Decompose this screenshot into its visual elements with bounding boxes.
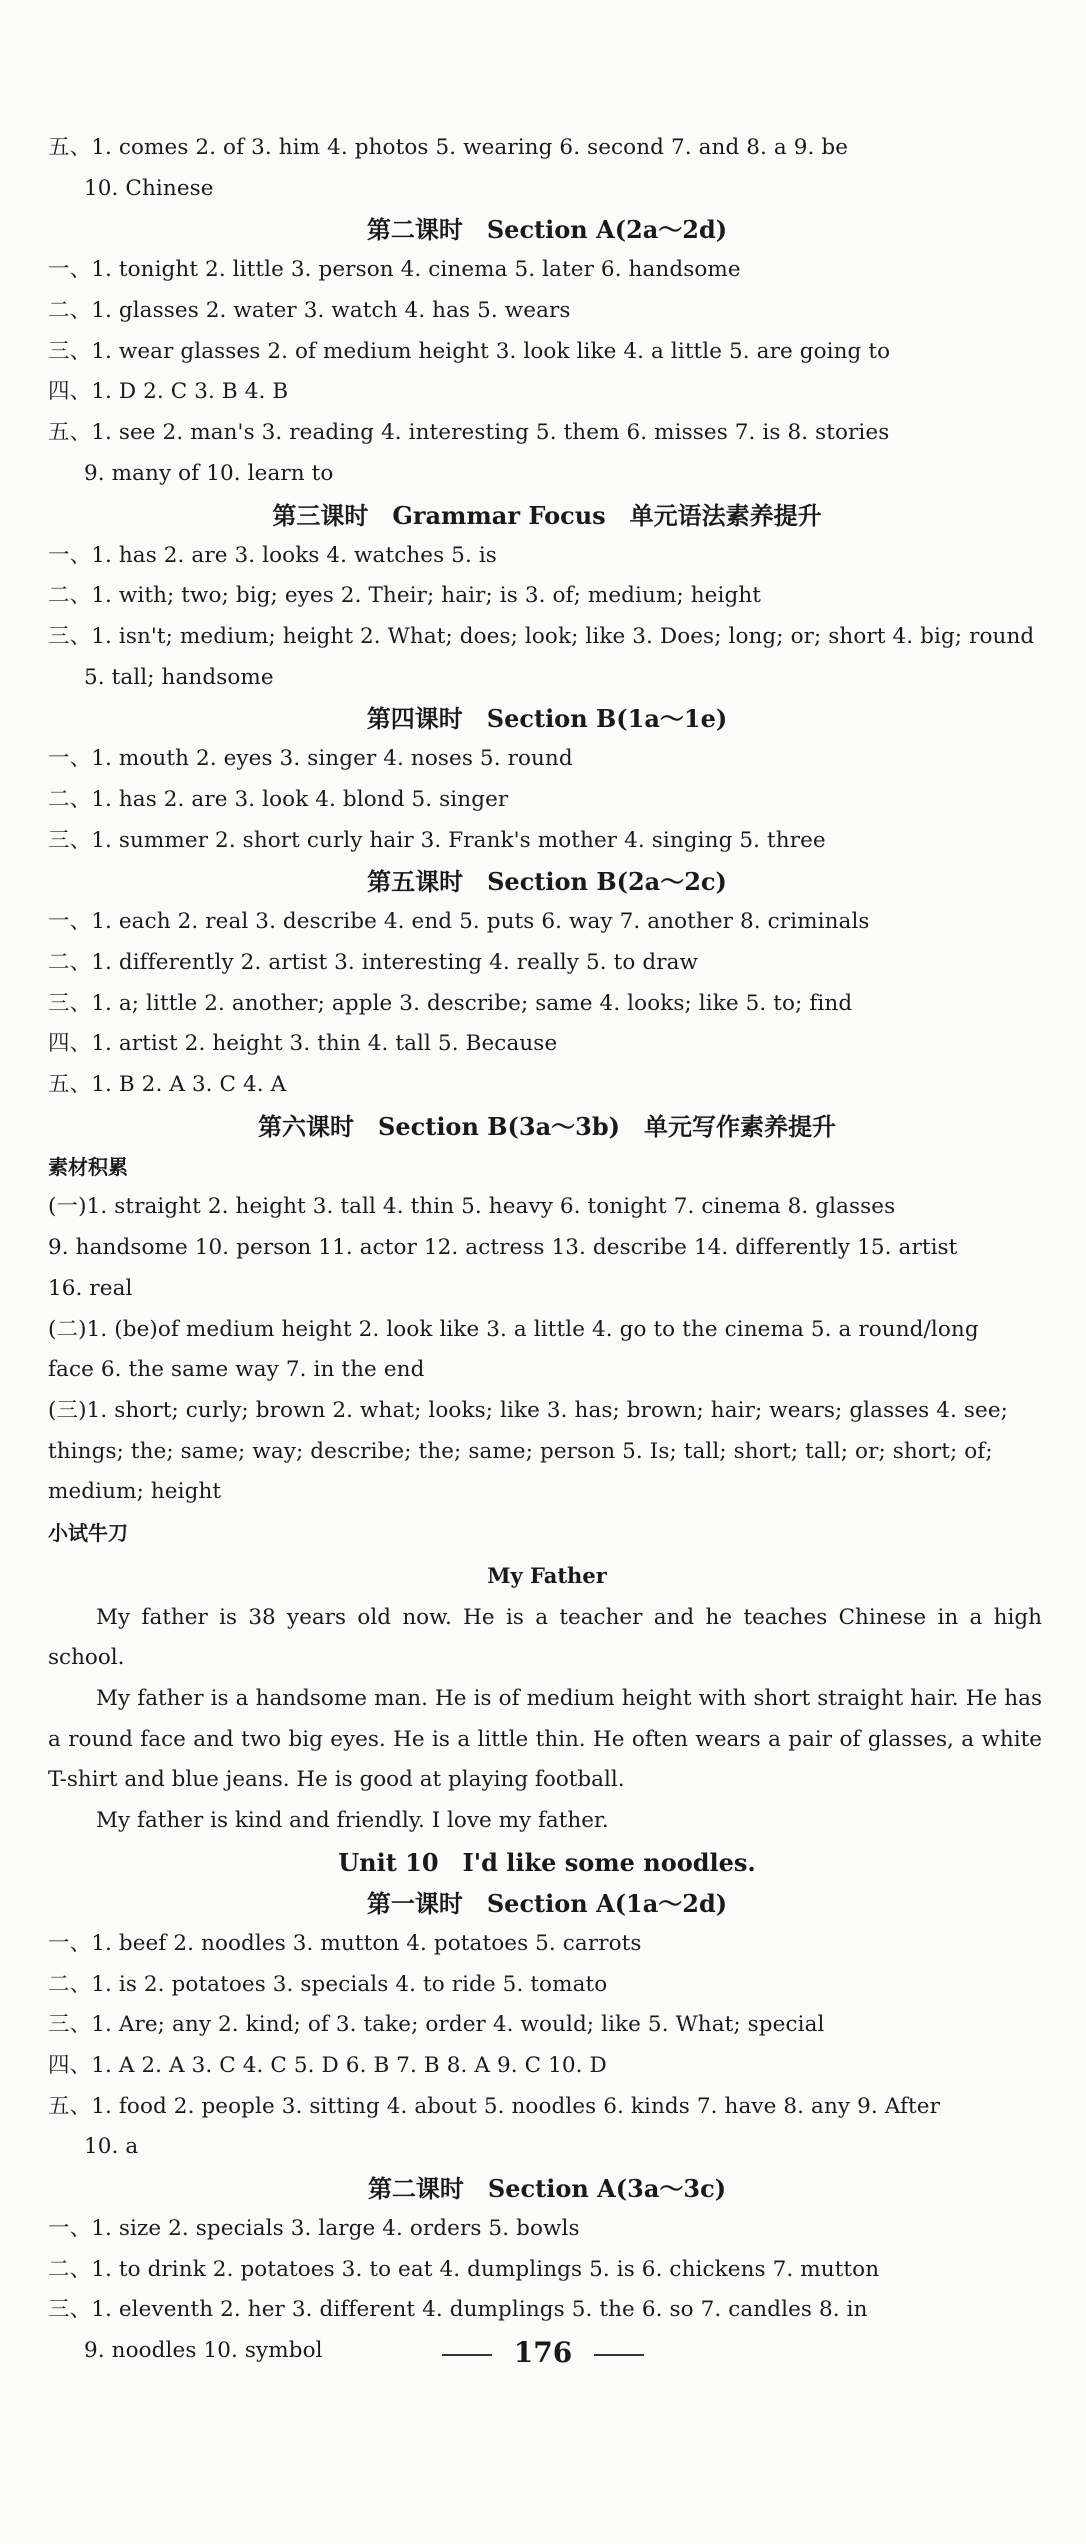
page-number-right-rule [594, 2354, 644, 2356]
essay-paragraph: My father is 38 years old now. He is a teacher and he teaches Chinese in a high school. [48, 1604, 1042, 1671]
answer-line: 三、1. a; little 2. another; apple 3. describe; same 4. looks; like 5. to; find [48, 990, 853, 1016]
lesson-heading: 第一课时 Section A(1a～2d) [366, 1888, 728, 1918]
answer-line: things; the; same; way; describe; the; same; person 5. Is; tall; short; tall; or; short; of; [48, 1438, 993, 1464]
section-subheading: 素材积累 [48, 1154, 128, 1179]
answer-line: medium; height [48, 1479, 222, 1505]
answer-line: 一、1. size 2. specials 3. large 4. orders 5. bowls [48, 2215, 580, 2241]
page-number [0, 2336, 1086, 2369]
answer-line: 9. noodles 10. symbol [84, 2338, 323, 2364]
answer-line: 五、1. see 2. man's 3. reading 4. interesting 5. them 6. misses 7. is 8. stories [48, 420, 890, 446]
answer-line: 10. a [84, 2134, 139, 2160]
answer-line: 四、1. D 2. C 3. B 4. B [48, 379, 289, 405]
lesson-heading: 第四课时 Section B(1a～1e) [366, 704, 728, 734]
lesson-heading: 第二课时 Section A(3a～3c) [367, 2173, 727, 2203]
answer-line: 一、1. tonight 2. little 3. person 4. cinema 5. later 6. handsome [48, 257, 741, 283]
answer-line: 五、1. comes 2. of 3. him 4. photos 5. wearing 6. second 7. and 8. a 9. be [48, 135, 849, 160]
answer-line: 三、1. summer 2. short curly hair 3. Frank's mother 4. singing 5. three [48, 827, 826, 853]
answer-line: 三、1. isn't; medium; height 2. What; does; look; like 3. Does; long; or; short 4. big; round [48, 623, 1035, 649]
answer-line: (一)1. straight 2. height 3. tall 4. thin 5. heavy 6. tonight 7. cinema 8. glasses [48, 1194, 896, 1220]
answer-line: 四、1. A 2. A 3. C 4. C 5. D 6. B 7. B 8. A 9. C 10. D [48, 2052, 607, 2078]
answer-line: 二、1. differently 2. artist 3. interesting 4. really 5. to draw [48, 950, 698, 975]
answer-line: 二、1. to drink 2. potatoes 3. to eat 4. dumplings 5. is 6. chickens 7. mutton [48, 2256, 880, 2282]
answer-line: (三)1. short; curly; brown 2. what; looks; like 3. has; brown; hair; wears; glasses 4. see; [48, 1397, 1009, 1423]
answer-line: 9. handsome 10. person 11. actor 12. actress 13. describe 14. differently 15. artist [48, 1235, 958, 1261]
page-number-value: 176 [513, 2336, 573, 2369]
answer-line: 5. tall; handsome [84, 664, 274, 690]
answer-line: 二、1. is 2. potatoes 3. specials 4. to ride 5. tomato [48, 1971, 608, 1997]
answer-line: face 6. the same way 7. in the end [48, 1357, 425, 1383]
page-number-left-rule [442, 2354, 492, 2356]
answer-line: (二)1. (be)of medium height 2. look like 3. a little 4. go to the cinema 5. a round/long [48, 1316, 979, 1342]
answer-line: 五、1. B 2. A 3. C 4. A [48, 1072, 287, 1098]
answer-line: 三、1. wear glasses 2. of medium height 3. look like 4. a little 5. are going to [48, 338, 891, 364]
lesson-heading: 第三课时 Grammar Focus 单元语法素养提升 [272, 500, 822, 530]
lesson-heading: 第二课时 Section A(2a～2d) [366, 215, 728, 245]
answer-line: 二、1. with; two; big; eyes 2. Their; hair; is 3. of; medium; height [48, 583, 762, 609]
answer-line: 三、1. Are; any 2. kind; of 3. take; order 4. would; like 5. What; special [48, 2012, 825, 2038]
essay-paragraph: My father is a handsome man. He is of medium height with short straight hair. He has a round face and two big eyes. He is a little thin. He often wears a pair of glasses, a white T-shirt and blue jeans. He is good at playing football. [48, 1686, 1042, 1793]
answer-key-content [48, 128, 1046, 2372]
answer-line: 二、1. glasses 2. water 3. watch 4. has 5. wears [48, 298, 571, 324]
essay-paragraph: My father is kind and friendly. I love my father. [96, 1808, 609, 1834]
answer-line: 一、1. beef 2. noodles 3. mutton 4. potatoes 5. carrots [48, 1930, 642, 1956]
answer-line: 二、1. has 2. are 3. look 4. blond 5. singer [48, 786, 509, 812]
answer-line: 一、1. each 2. real 3. describe 4. end 5. puts 6. way 7. another 8. criminals [48, 909, 870, 935]
answer-line: 一、1. mouth 2. eyes 3. singer 4. noses 5. round [48, 746, 573, 772]
answer-line: 五、1. food 2. people 3. sitting 4. about 5. noodles 6. kinds 7. have 8. any 9. After [48, 2093, 940, 2119]
lesson-heading: 第五课时 Section B(2a～2c) [367, 867, 727, 897]
lesson-heading: 第六课时 Section B(3a～3b) 单元写作素养提升 [258, 1111, 836, 1141]
answer-line: 四、1. artist 2. height 3. thin 4. tall 5. Because [48, 1031, 558, 1057]
answer-line: 一、1. has 2. are 3. looks 4. watches 5. is [48, 542, 497, 568]
answer-line: 9. many of 10. learn to [84, 460, 334, 486]
answer-line: 10. Chinese [84, 175, 214, 201]
section-subheading: 小试牛刀 [48, 1520, 128, 1545]
answer-line: 三、1. eleventh 2. her 3. different 4. dumplings 5. the 6. so 7. candles 8. in [48, 2297, 868, 2323]
unit-heading: Unit 10 I'd like some noodles. [338, 1847, 756, 1877]
essay-title: My Father [487, 1562, 607, 1588]
answer-line: 16. real [48, 1275, 133, 1301]
